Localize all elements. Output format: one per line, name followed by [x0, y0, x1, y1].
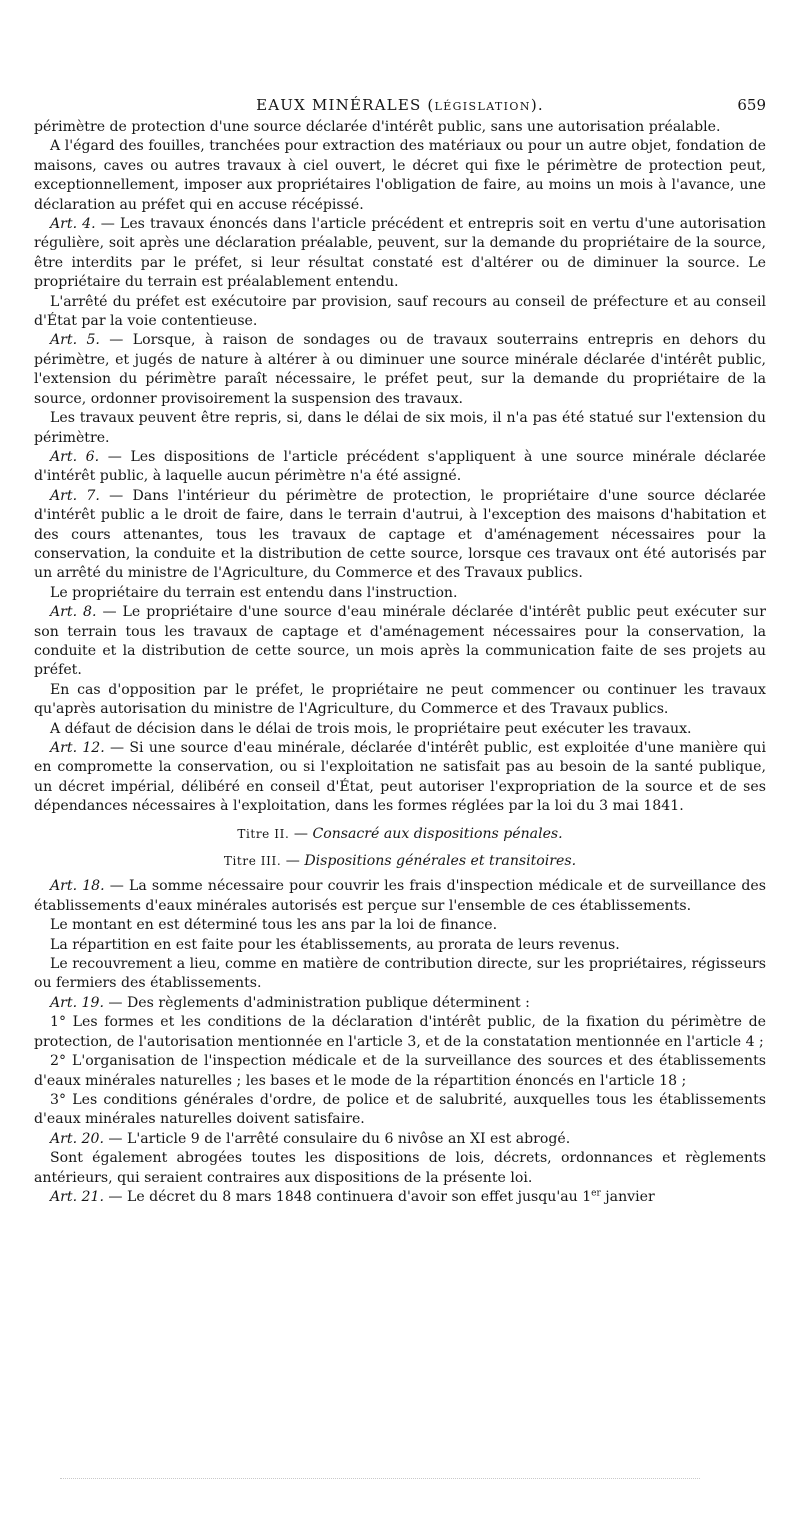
paragraph-text: En cas d'opposition par le préfet, le propriétaire ne peut commencer ou continuer les travaux qu'après autorisation du ministre de l'Agriculture, du Commerce et des Travaux publics.	[34, 681, 766, 718]
paragraph-text: 2° L'organisation de l'inspection médicale et de la surveillance des sources et des établissements d'eaux minérales naturelles ; les bases et le mode de la répartition énoncés en l'article 18 ;	[34, 1053, 766, 1089]
paragraph-text: Le propriétaire du terrain est entendu dans l'instruction.	[50, 584, 458, 601]
paragraph	[34, 1052, 766, 1091]
superscript: er	[591, 1188, 601, 1199]
titre-3-text: Dispositions générales et transitoires.	[304, 853, 577, 870]
article-label: Art. 19.	[50, 994, 104, 1011]
article-label: Art. 12.	[50, 740, 105, 756]
paragraph	[34, 448, 766, 487]
article-label: Art. 6.	[50, 448, 100, 465]
paragraph-text: 1° Les formes et les conditions de la déclaration d'intérêt public, de la fixation du périmètre de protection, de l'autorisation mentionnée en l'article 3, et de la constatation mentionnée en l'article 4 ;	[34, 1014, 766, 1050]
paragraph	[34, 994, 766, 1013]
paragraph-text: Le montant en est déterminé tous les ans par la loi de finance.	[50, 917, 498, 934]
paragraph	[34, 1149, 766, 1188]
paragraph	[34, 955, 766, 994]
article-label: Art. 18.	[50, 878, 105, 895]
paragraph	[34, 739, 766, 817]
paragraph	[34, 603, 766, 681]
paragraph-text: Les travaux peuvent être repris, si, dans le délai de six mois, il n'a pas été statué sur l'extension du périmètre.	[34, 410, 766, 446]
paragraph	[34, 877, 766, 916]
paragraph-text: Le recouvrement a lieu, comme en matière de contribution directe, sur les propriétaires, régisseurs ou fermiers des établissements.	[34, 956, 766, 992]
paragraph	[34, 1130, 766, 1149]
paragraph-text: — Le décret du 8 mars 1848 continuera d'avoir son effet jusqu'au 1	[103, 1188, 592, 1205]
paragraph-text: — Des règlements d'administration publique déterminent :	[103, 994, 530, 1011]
paragraph-text: — Dans l'intérieur du périmètre de protection, le propriétaire d'une source déclarée d'intérêt public a le droit de faire, dans le terrain d'autrui, à l'exception des maisons d'habitation et des cours attenantes, tous les travaux de captage et d'aménagement nécessaires pour la conservation, la conduite et la distribution de cette source, lorsque ces travaux ont été autorisés par un arrêté du ministre de l'Agriculture, du Commerce et des Travaux publics.	[34, 487, 766, 582]
paragraph	[34, 916, 766, 935]
paragraph	[34, 215, 766, 293]
paragraph-text: — Le propriétaire d'une source d'eau minérale déclarée d'intérêt public peut exécuter sur son terrain tous les travaux de captage et d'aménagement nécessaires pour la conservation, la conduite et la distribution de cette source, un mois après la communication faite de ses projets au préfet.	[34, 604, 766, 679]
titre-3-label: Titre III.	[223, 854, 282, 869]
paragraph-text: — La somme nécessaire pour couvrir les frais d'inspection médicale et de surveillance des établissements d'eaux minérales autorisés est perçue sur l'ensemble de ces établissements.	[34, 878, 766, 914]
running-head-title: EAUX MINÉRALES (LÉGISLATION).	[256, 96, 544, 114]
paragraph-text: Sont également abrogées toutes les dispositions de lois, décrets, ordonnances et règlements antérieurs, qui seraient contraires aux dispositions de la présente loi.	[34, 1150, 766, 1186]
paragraph-text-end: janvier	[600, 1188, 655, 1205]
paragraph	[34, 409, 766, 448]
paragraph-text: A l'égard des fouilles, tranchées pour extraction des matériaux ou pour un autre objet, fondation de maisons, caves ou autres travaux à ciel ouvert, le décret qui fixe le périmètre de protection peut, exceptionnellement, imposer aux propriétaires l'obligation de faire, au moins un mois à l'avance, une déclaration au préfet qui en accuse récépissé.	[34, 138, 766, 213]
titre-2-heading: Titre II. — Consacré aux dispositions pénales.	[237, 825, 563, 842]
paragraph	[34, 720, 766, 739]
paragraph-text: — Les dispositions de l'article précédent s'appliquent à une source minérale déclarée d'intérêt public, à laquelle aucun périmètre n'a été assigné.	[34, 448, 766, 485]
page-number: 659	[737, 96, 766, 114]
paragraph-text: 3° Les conditions générales d'ordre, de police et de salubrité, auxquelles tous les établissements d'eaux minérales naturelles doivent satisfaire.	[34, 1091, 766, 1128]
body-text-section-1	[34, 118, 766, 817]
running-head	[34, 92, 766, 118]
paragraph	[34, 1091, 766, 1130]
paragraph	[34, 331, 766, 409]
bottom-dotted-rule	[60, 1478, 700, 1480]
paragraph-text: A défaut de décision dans le délai de trois mois, le propriétaire peut exécuter les travaux.	[50, 720, 692, 737]
article-label: Art. 5.	[50, 332, 100, 349]
article-label: Art. 21.	[50, 1188, 104, 1205]
paragraph-text: — Lorsque, à raison de sondages ou de travaux souterrains entrepris en dehors du périmètre, et jugés de nature à altérer à ou diminuer une source minérale déclarée d'intérêt public, l'extension du périmètre paraît nécessaire, le préfet peut, sur la demande du propriétaire de la source, ordonner provisoirement la suspension des travaux.	[34, 332, 766, 407]
body-text-section-2	[34, 877, 766, 1188]
paragraph-text: périmètre de protection d'une source déclarée d'intérêt public, sans une autorisation préalable.	[34, 119, 721, 135]
paragraph	[34, 293, 766, 332]
paragraph	[34, 1013, 766, 1052]
paragraph	[34, 584, 766, 603]
paragraph-text: La répartition en est faite pour les établissements, au prorata de leurs revenus.	[50, 936, 620, 953]
document-page	[34, 92, 766, 1207]
titre-3-heading: Titre III. — Dispositions générales et transitoires.	[223, 853, 577, 870]
paragraph	[34, 681, 766, 720]
paragraph-text: — L'article 9 de l'arrêté consulaire du 6 nivôse an XI est abrogé.	[103, 1130, 571, 1147]
article-label: Art. 8.	[50, 604, 97, 621]
paragraph-art-21	[34, 1188, 766, 1207]
paragraph-text: L'arrêté du préfet est exécutoire par provision, sauf recours au conseil de préfecture et au conseil d'État par la voie contentieuse.	[34, 293, 766, 330]
paragraph-text: — Si une source d'eau minérale, déclarée d'intérêt public, est exploitée d'une manière qui en compromette la conservation, ou si l'exploitation ne satisfait pas au besoin de la santé publique, un décret impérial, délibéré en conseil d'État, peut autoriser l'expropriation de la source et de ses dépendances nécessaires à l'exploitation, dans les formes réglées par la loi du 3 mai 1841.	[34, 740, 766, 815]
paragraph	[34, 118, 766, 137]
running-head-smallcaps: LÉGISLATION	[434, 100, 531, 113]
paragraph	[34, 487, 766, 584]
paragraph	[34, 137, 766, 215]
article-label: Art. 4.	[50, 216, 96, 233]
paragraph-text: — Les travaux énoncés dans l'article précédent et entrepris soit en vertu d'une autorisation régulière, soit après une déclaration préalable, peuvent, sur la demande du propriétaire de la source, être interdits par le préfet, si leur résultat constaté est d'altérer ou de diminuer la source. Le propriétaire du terrain est préalablement entendu.	[34, 216, 766, 291]
article-label: Art. 7.	[50, 487, 100, 504]
paragraph	[34, 936, 766, 955]
article-label: Art. 20.	[50, 1130, 104, 1147]
titre-2-label: Titre II.	[237, 826, 290, 841]
titre-2-text: Consacré aux dispositions pénales.	[312, 825, 563, 842]
